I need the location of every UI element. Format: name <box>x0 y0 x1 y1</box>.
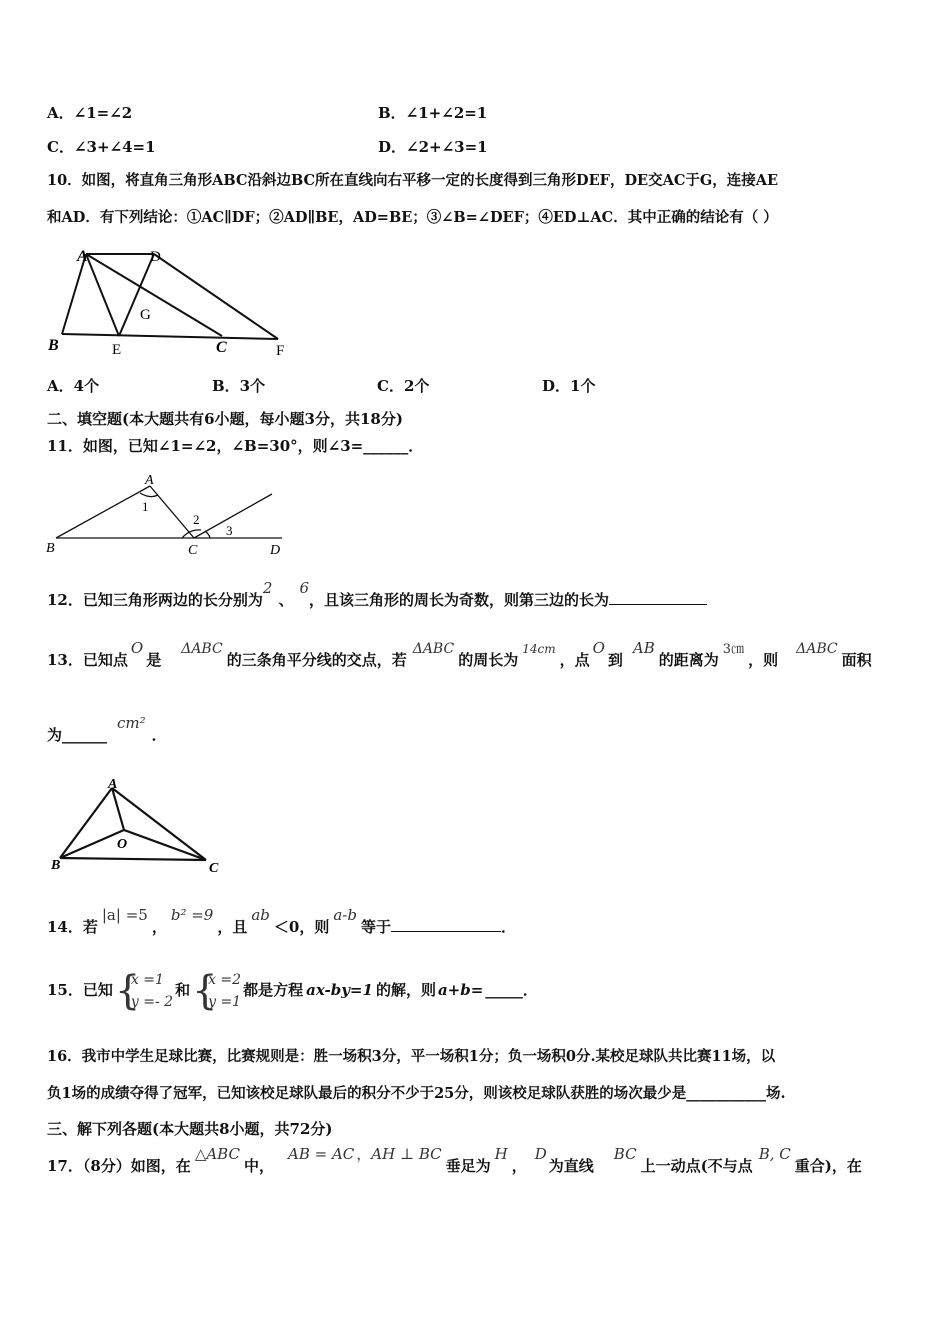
q9-option-d: D．∠2+∠3=1 <box>378 138 488 156</box>
q15-system-2: { x =2 y =1 <box>192 968 242 1014</box>
q10-option-a: A．4个 <box>47 377 100 395</box>
q11-angle-3: 3 <box>226 523 233 538</box>
q12-prefix: 12．已知三角形两边的长分别为 <box>47 591 263 609</box>
q14-b-squared: b² =9 <box>170 906 214 924</box>
q11-label-a: A <box>145 473 154 488</box>
q13-distance: 3㎝ <box>722 642 745 657</box>
q17-ah-perp-bc: AH ⊥ BC <box>371 1145 442 1163</box>
q14-a-minus-b: a-b <box>333 906 357 924</box>
q15-system-2-row-2: y =1 <box>208 994 242 1010</box>
q17-ab-eq-ac: AB = AC <box>287 1145 355 1163</box>
q14-end: ． <box>500 918 516 936</box>
q17-text <box>47 1145 862 1176</box>
q11-label-d: D <box>270 543 281 558</box>
q12-sep: 、 <box>278 591 294 609</box>
q13-figure <box>46 774 236 879</box>
q11-label-b: B <box>46 541 55 556</box>
q11-text: 11．如图，已知∠1=∠2，∠B=30°，则∠3=______． <box>47 437 424 455</box>
q14-text-3: ，且 <box>217 918 248 936</box>
q15-text <box>47 965 538 1015</box>
q15-system-1-row-2: y =- 2 <box>130 994 174 1010</box>
q17-text-4: ， <box>511 1157 527 1175</box>
q10-line2: 和AD．有下列结论：①AC∥DF；②AD∥BE，AD=BE；③∠B=∠DEF；④ED⊥AC．其中正确的结论有（ ） <box>47 209 778 226</box>
q13-line2-end: ． <box>151 726 167 744</box>
q10-option-d: D．1个 <box>542 377 596 395</box>
q10-label-a: A <box>77 248 88 265</box>
q14-abs-a: |a| =5 <box>101 906 148 924</box>
q17-point-d: D <box>534 1145 547 1163</box>
q13-text-4: 的周长为 <box>458 651 519 669</box>
q17-comma: ， <box>356 1145 372 1163</box>
q17-text-2: 中， <box>243 1157 274 1175</box>
q13-line1 <box>47 639 872 672</box>
q9-option-a: A．∠1=∠2 <box>47 104 133 122</box>
q15-system-1: { x =1 y =- 2 <box>114 968 174 1014</box>
section2-heading: 二、填空题(本大题共有6小题，每小题3分，共18分) <box>47 410 403 428</box>
q15-text-1: 15．已知 <box>47 981 113 999</box>
q15-text-2: 和 <box>175 981 191 999</box>
q15-system-2-row-1: x =2 <box>208 972 242 988</box>
q13-point-o: O <box>130 639 144 657</box>
q17-text-7: 重合)，在 <box>794 1157 862 1175</box>
q17-text-6: 上一动点(不与点 <box>640 1157 753 1175</box>
q13-text-8: ，则 <box>748 651 779 669</box>
q12-side1: 2 <box>262 579 273 597</box>
q9-option-c: C．∠3+∠4=1 <box>47 138 156 156</box>
q17-line-bc: BC <box>613 1145 637 1163</box>
q14-text-5: 等于 <box>360 918 391 936</box>
q13-text-1: 13．已知点 <box>47 651 128 669</box>
q10-option-c: C．2个 <box>377 377 430 395</box>
q13-label-o: O <box>117 837 128 852</box>
q15-equation: ax-by=1 <box>306 981 373 999</box>
q13-text-5: ，点 <box>559 651 590 669</box>
q17-text-3: 垂足为 <box>445 1157 491 1175</box>
q13-text-6: 到 <box>607 651 623 669</box>
q10-figure <box>44 244 304 359</box>
q11-angle-2: 2 <box>193 512 200 527</box>
q14-ab: ab <box>251 906 270 924</box>
q13-segment-ab: AB <box>632 639 655 657</box>
q14-text-4: ＜0，则 <box>273 918 330 936</box>
q9-option-b: B．∠1+∠2=1 <box>378 104 488 122</box>
q17-text-5: 为直线 <box>548 1157 594 1175</box>
q13-triangle-3: ΔABC <box>796 641 838 657</box>
q12-suffix: ，且该三角形的周长为奇数，则第三边的长为 <box>309 591 610 609</box>
q13-triangle-1: ΔABC <box>181 641 223 657</box>
q12-text <box>47 579 707 610</box>
q11-angle-1: 1 <box>142 499 149 514</box>
q10-label-f: F <box>276 343 285 359</box>
q10-option-b: B．3个 <box>212 377 266 395</box>
q10-label-c: C <box>216 339 227 356</box>
q16-line1: 16．我市中学生足球比赛，比赛规则是：胜一场积3分，平一场积1分；负一场积0分.某校足球队共比赛11场，以 <box>47 1048 776 1065</box>
q10-label-g: G <box>140 307 151 323</box>
q15-answer-blank: _____． <box>485 981 538 999</box>
q17-point-h: H <box>494 1145 508 1163</box>
q16-line2: 负1场的成绩夺得了冠军，已知该校足球队最后的积分不少于25分，则该校足球队获胜的场次最少是___________场. <box>47 1085 786 1102</box>
q14-text-1: 14．若 <box>47 918 98 936</box>
q10-label-d: D <box>150 249 161 265</box>
q14-answer-blank <box>391 917 501 932</box>
q13-unit: cm² <box>117 714 146 732</box>
q12-answer-blank <box>609 590 707 605</box>
q13-text-9: 面积 <box>841 651 872 669</box>
q13-label-a: A <box>108 777 118 792</box>
q10-label-e: E <box>112 342 122 358</box>
q11-label-c: C <box>188 543 198 558</box>
section3-heading: 三、解下列各题(本大题共8小题，共72分) <box>47 1120 333 1138</box>
q13-perimeter: 14cm <box>522 642 556 656</box>
q13-label-b: B <box>51 858 61 873</box>
q14-text <box>47 906 516 937</box>
q10-label-b: B <box>48 337 59 354</box>
q13-triangle-2: ΔABC <box>412 641 455 657</box>
q10-line1: 10．如图，将直角三角形ABC沿斜边BC所在直线向右平移一定的长度得到三角形DEF，DE交AC于G，连接AE <box>47 172 779 189</box>
q17-text-1: 17．（8分）如图，在 <box>47 1157 191 1175</box>
q15-text-4: 的解，则 <box>375 981 436 999</box>
q11-figure <box>42 472 292 562</box>
q12-side2: 6 <box>299 579 309 597</box>
q13-label-c: C <box>209 861 219 876</box>
q13-text-3: 的三条角平分线的交点，若 <box>226 651 407 669</box>
q15-text-3: 都是方程 <box>243 981 304 999</box>
q13-text-7: 的距离为 <box>658 651 719 669</box>
q17-points-bc: B, C <box>758 1145 791 1163</box>
q13-line2 <box>47 714 167 745</box>
q13-answer-blank: 为______ <box>47 726 108 744</box>
q13-point-o-2: O <box>592 639 605 657</box>
q15-system-1-row-1: x =1 <box>130 972 164 988</box>
q14-text-2: ， <box>151 918 167 936</box>
q13-text-2: 是 <box>146 651 162 669</box>
q15-expression: a+b= <box>437 981 484 999</box>
q17-triangle: △ABC <box>194 1145 240 1163</box>
